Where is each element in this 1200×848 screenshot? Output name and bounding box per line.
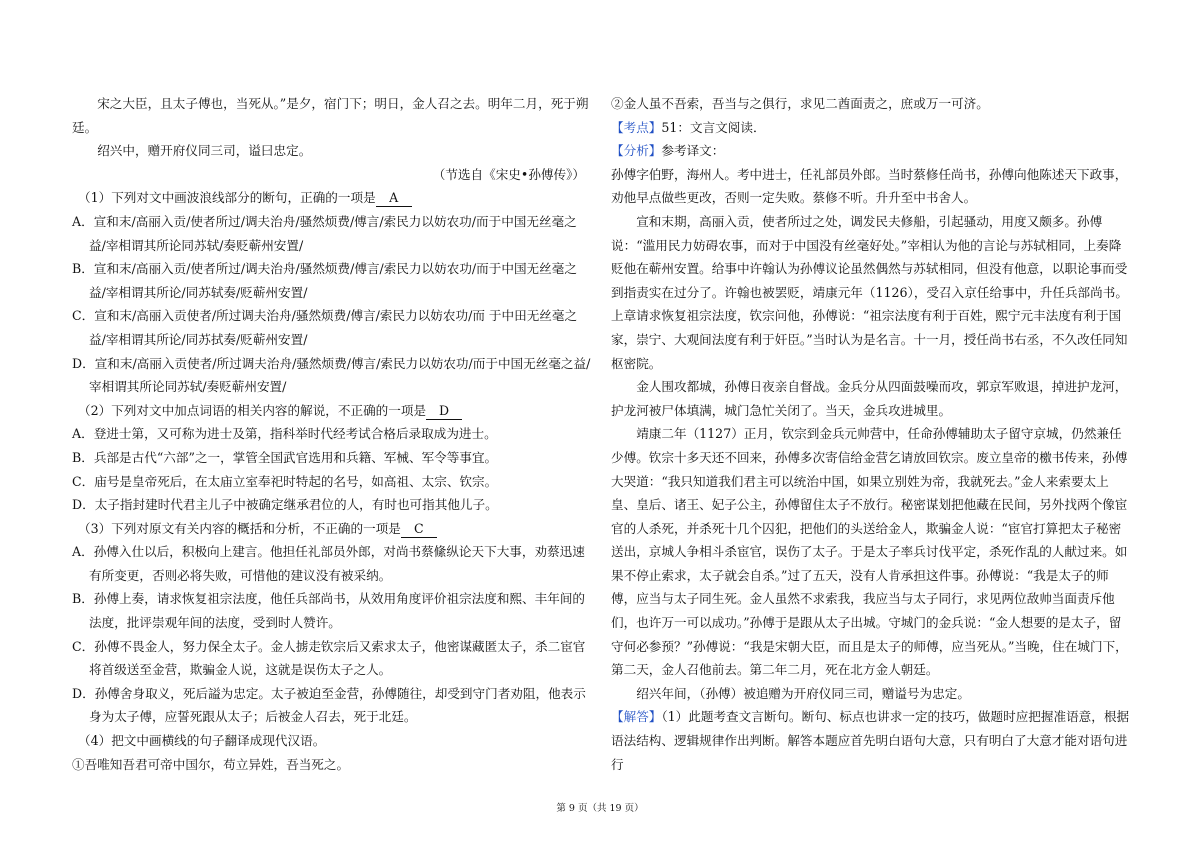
jieda-section [611,705,1131,776]
translation-paragraph: 孙傅字伯野，海州人。考中进士，任礼部员外郎。当时蔡修任尚书，孙傅向他陈述天下政事，劝他早点做些更改，否则一定失败。蔡修不听。升升至中书舍人。 [611,166,1128,206]
jieda-tag: 【解答】 [611,709,662,725]
question-4-stem: （4）把文中画横线的句子翻译成现代汉语。 [78,733,326,749]
q1-option-b: B．宣和末/高丽入贡/使者所过/调夫治舟/骚然烦费/傅言/索民力以妨农功/而于中国无丝毫之益/宰相谓其所论/同苏轼奏/贬蕲州安置/ [72,261,577,300]
question-stem-text: （1）下列对文中画波浪线部分的断句，正确的一项是 [78,190,376,206]
q3-option-d: D．孙傅舍身取义，死后謚为忠定。太子被迫至金营，孙傅随往，却受到守门者劝阻，他表示身为太子傅，应誓死跟从太子；后被金人召去，死于北廷。 [72,685,586,725]
intro-line-2: 绍兴中，赠开府仪同三司，谥曰忠定。 [97,143,312,159]
q1-option-a: A．宣和末/高丽入贡/使者所过/调夫治舟/骚然烦费/傅言/索民力以妨农功/而于中国无丝毫之益/宰相谓其所论同苏轼/奏贬蕲州安置/ [72,213,577,253]
page-number-footer: 第 9 页（共 19 页） [556,803,644,814]
kaodian-section [611,116,1131,140]
translation-paragraph: 靖康二年（1127）正月，钦宗到金兵元帅营中，任命孙傅辅助太子留守京城，仍然兼任少傅。钦宗十多天还不回来，孙傅多次寄信给金营乞请放回钦宗。废立皇帝的檄书传来，孙傅大哭道：“我只知道我们君主可以统治中国，如果立别姓为帝，我就死去。”金人来索要太上皇、皇后、诸王、妃子公主，孙傅留住太子不放行。秘密谋划把他藏在民间，另外找两个像宦官的人杀死，并杀死十几个囚犯，把他们的头送给金人，欺骗金人说：“宦官打算把太子秘密送出，京城人争相斗杀宦官，误伤了太子。于是太子率兵讨伐平定，杀死作乱的人献过来。如果不停止索求，太子就会自杀。”过了五天，没有人肯承担这件事。孙傅说：“我是太子的师傅，应当与太子同生死。金人虽然不求索我，我应当与太子同行，求见两位敌帅当面责斥他们，也许万一可以成功。”孙傅于是跟从太子出城。守城门的金兵说：“金人想要的是太子，留守何必参预？”孙傅说：“我是宋朝大臣，而且是太子的师傅，应当死从。”当晚，住在城门下，第二天，金人召他前去。第二年二月，死在北方金人朝廷。 [611,426,1128,678]
q2-option-a: A．登进士第，又可称为进士及第，指科举时代经考试合格后录取成为进士。 [72,426,497,442]
kaodian-tag: 【考点】 [611,119,662,135]
translation-paragraph: 宣和末期，高丽入贡，使者所过之处，调发民夫修船，引起骚动，用度又颇多。孙傅说：“滥用民力妨碍农事，而对于中国没有丝毫好处。”宰相认为他的言论与苏轼相同，上奏降贬他在蕲州安置。给事中许翰认为孙傅议论虽然偶然与苏轼相同，但没有他意，以职论事而受到指责实在过分了。许翰也被罢贬，靖康元年（1126），受召入京任给事中，升任兵部尚书。上章请求恢复祖宗法度，钦宗问他，孙傅说：“祖宗法度有利于百姓，熙宁元丰法度有利于国家，崇宁、大观间法度有利于奸臣。”当时认为是名言。十一月，授任尚书右丞，不久改任同知枢密院。 [611,213,1128,371]
question-stem-text: （3）下列对原文有关内容的概括和分析，不正确的一项是 [78,520,401,536]
fenxi-text: 参考译文： [661,143,725,159]
q1-option-c: C．宣和末/高丽入贡使者/所过调夫治舟/骚然烦费/傅言/索民力以妨农功/而 于中田无丝毫之益/宰相谓其所论/同苏拭奏/贬蕲州安置/ [72,308,578,347]
q2-option-c: C．庙号是皇帝死后，在太庙立室奉祀时特起的名号，如高祖、太宗、钦宗。 [72,473,498,489]
right-column [611,92,1131,776]
kaodian-text: 51：文言文阅读． [661,119,766,135]
q4-sentence-1: ①吾唯知吾君可帝中国尔，苟立异姓，吾当死之。 [72,756,350,772]
fenxi-tag: 【分析】 [611,143,662,159]
q1-option-d: D．宣和末/高丽入贡使者/所过调夫治舟/骚然烦费/傅言/索民力以妨农功/而于中国无丝毫之益/宰相谓其所论同苏轼/奏贬蕲州安置/ [72,355,591,395]
question-1-stem [72,186,593,210]
q3-option-c: C．孙傅不畏金人，努力保全太子。金人掳走钦宗后又索求太子，他密谋藏匿太子，杀二宦官将首级送至金营，欺骗金人说，这就是误伤太子之人。 [72,638,586,678]
fenxi-section [611,139,1131,163]
question-stem-text: （2）下列对文中加点词语的相关内容的解说，不正确的一项是 [78,402,427,418]
translation-paragraph: 金人围攻都城，孙傅日夜亲自督战。金兵分从四面鼓噪而攻，郭京军败退，掉进护龙河，护龙河被尸体填满，城门急忙关闭了。当天，金兵攻进城里。 [611,379,1128,418]
source-citation: （节选自《宋史•孙傅传》） [432,166,585,182]
question-2-stem [72,399,593,423]
left-column [72,92,593,776]
q2-option-b: B．兵部是古代“六部”之一，掌管全国武官选用和兵籍、军械、军令等事宜。 [72,449,498,465]
q3-option-b: B．孙傅上奏，请求恢复祖宗法度，他任兵部尚书，从效用角度评价祖宗法度和熙、丰年间的法度，批评崇观年间的法度，受到时人赞许。 [72,591,586,631]
jieda-text: （1）此题考查文言断句。断句、标点也讲求一定的技巧，做题时应把握准语意，根据语法结构、逻辑规律作出判断。解答本题应首先明白语句大意，只有明白了大意才能对语句进行 [611,709,1130,772]
answer-blank: C [401,521,437,538]
answer-blank: A [376,190,412,207]
q2-option-d: D．太子指封建时代君主儿子中被确定继承君位的人，有时也可指其他儿子。 [72,497,498,513]
answer-blank: D [426,403,462,420]
intro-line-1: 宋之大臣，且太子傅也，当死从。”是夕，宿门下；明日，金人召之去。明年二月，死于朔廷。 [72,96,589,135]
q4-sentence-2: ②金人虽不吾索，吾当与之俱行，求见二酋面责之，庶或万一可济。 [611,96,989,111]
translation-paragraph: 绍兴年间，（孙傅）被追赠为开府仪同三司，赠谥号为忠定。 [636,685,970,701]
q3-option-a: A．孙傅入仕以后，积极向上建言。他担任礼部员外郎，对尚书蔡絛纵论天下大事，劝蔡迅速有所变更，否则必将失败，可惜他的建议没有被采纳。 [72,544,585,583]
question-3-stem [72,517,593,541]
